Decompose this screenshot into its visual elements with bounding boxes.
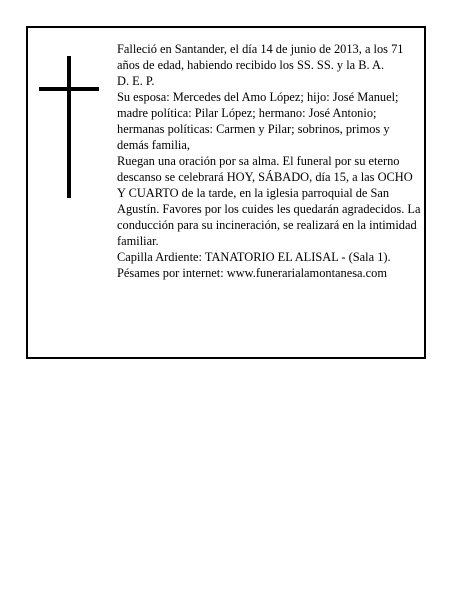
funeral-details: Ruegan una oración por sa alma. El funeral por su eterno descanso se celebrará HOY, SÁBADO, día 15, a las OCHO Y CUARTO de la tarde, en la iglesia parroquial de San Agustín. Favores por los cuides les quedarán agradecidos. La conducción para su incineración, se realizará en la intimidad familiar. (117, 154, 421, 248)
cross-vertical-bar (67, 56, 71, 198)
family-list: Su esposa: Mercedes del Amo López; hijo: José Manuel; madre política: Pilar López; hermano: José Antonio; hermanas políticas: Carmen y Pilar; sobrinos, primos y demás familia, (117, 90, 399, 152)
cross-horizontal-bar (39, 87, 99, 91)
condolences-website: Pésames por internet: www.funerarialamontanesa.com (117, 266, 387, 280)
chapel-info: Capilla Ardiente: TANATORIO EL ALISAL - (Sala 1). (117, 250, 391, 264)
death-announcement: Falleció en Santander, el día 14 de junio de 2013, a los 71 años de edad, habiendo recibido los SS. SS. y la B. A. (117, 42, 404, 72)
obituary-text (117, 41, 423, 281)
rip-line: D. E. P. (117, 74, 155, 88)
obituary-notice (26, 26, 426, 359)
